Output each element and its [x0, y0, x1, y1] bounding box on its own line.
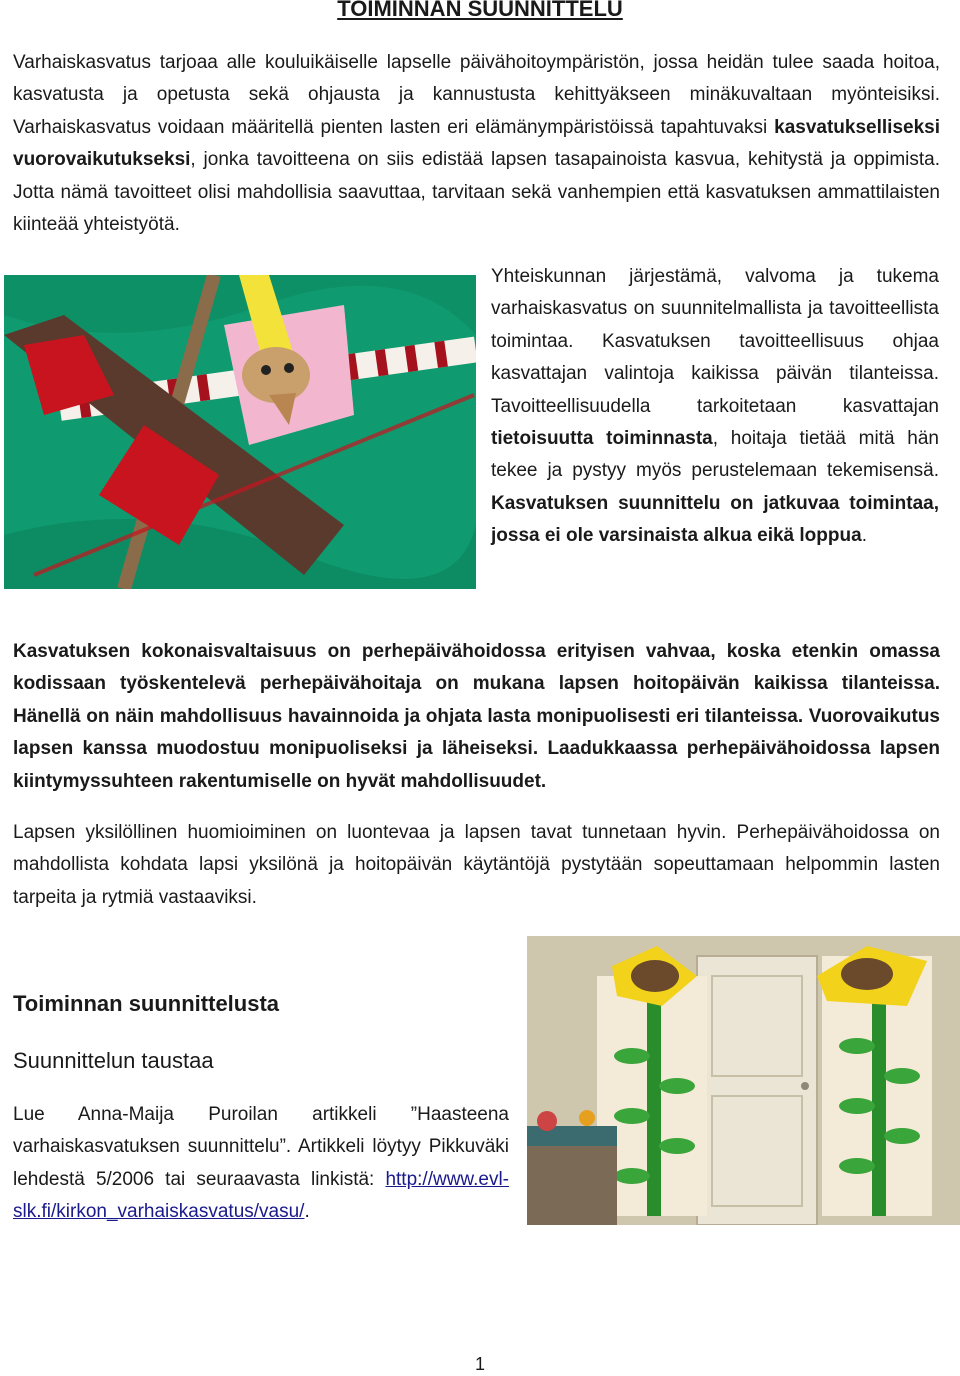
craft-photo — [4, 275, 476, 589]
goals-bold-awareness: tietoisuutta toiminnasta — [491, 428, 713, 450]
section-heading: Toiminnan suunnittelusta — [13, 991, 280, 1016]
sunflower-photo-image — [527, 936, 960, 1225]
page-title: TOIMINNAN SUUNNITTELU — [337, 0, 623, 21]
sunflower-photo — [527, 936, 960, 1225]
individual-paragraph: Lapsen yksilöllinen huomioiminen on luontevaa ja lapsen tavat tunnetaan hyvin. Perhepäivähoidossa on mahdollista kohdata lapsi yksilönä ja hoitopäivän käytäntöjä pystytään sopeuttamaan helpommin lasten tarpeita ja rytmiä vastaaviksi. — [13, 822, 940, 908]
craft-photo-image — [4, 275, 476, 589]
section-subheading: Suunnittelun taustaa — [13, 1048, 214, 1073]
goals-paragraph — [491, 261, 939, 553]
article-text: Lue Anna-Maija Puroilan artikkeli ”Haasteena varhaiskasvatuksen suunnittelu”. Artikkeli löytyy Pikkuväki lehdestä 5/2006 tai seuraavasta linkistä: — [13, 1104, 509, 1190]
goals-text-1: Yhteiskunnan järjestämä, valvoma ja tukema varhaiskasvatus on suunnitelmallista ja tavoitteellista toimintaa. Kasvatuksen tavoitteellisuus ohjaa kasvattajan valintoja kaikissa päivän tilanteissa. Tavoitteellisuudella tarkoitetaan kasvattajan — [491, 266, 939, 417]
intro-paragraph — [13, 47, 940, 241]
holistic-paragraph: Kasvatuksen kokonaisvaltaisuus on perhepäivähoidossa erityisen vahvaa, koska etenkin omassa kodissaan työskentelevä perhepäivähoitaja on mukana lapsen hoitopäivän kaikissa tilanteissa. Hänellä on näin mahdollisuus havainnoida ja ohjata lasta monipuolisesti eri tilanteissa. Vuorovaikutus lapsen kanssa muodostuu monipuoliseksi ja läheiseksi. Laadukkaassa perhepäivähoidossa lapsen kiintymyssuhteen rakentumiselle on hyvät mahdollisuudet. — [13, 641, 940, 792]
goals-text-3: . — [861, 525, 867, 547]
intro-text-1: Varhaiskasvatus tarjoaa alle kouluikäiselle lapselle päivähoitoympäristön, jossa heidän tulee saada hoitoa, kasvatusta ja opetusta sekä ohjausta ja kannustusta kehittyäkseen minäkuvaltaan myönteisiksi. Varhaiskasvatus voidaan määritellä pienten lasten eri elämänympäristöissä tapahtuvaksi — [13, 52, 940, 138]
intro-text-2: , jonka tavoitteena on siis edistää lapsen tasapainoista kasvua, kehitystä ja oppimista. Jotta nämä tavoitteet olisi mahdollisia saavuttaa, tarvitaan sekä vanhempien että kasvatuksen ammattilaisten kiinteää yhteistyötä. — [13, 149, 940, 236]
article-link[interactable]: http://www.evl-slk.fi/kirkon_varhaiskasvatus/vasu/ — [13, 1168, 509, 1223]
article-paragraph — [13, 1099, 509, 1229]
goals-bold-continuous: Kasvatuksen suunnittelu on jatkuvaa toimintaa, jossa ei ole varsinaista alkua eikä loppua — [491, 492, 939, 547]
goals-text-2: , hoitaja tietää mitä hän tekee ja pystyy myös perustelemaan tekemisensä. — [491, 428, 939, 482]
article-period: . — [304, 1201, 310, 1223]
intro-bold-term: kasvatukselliseksi vuorovaikutukseksi — [13, 116, 940, 171]
page-number: 1 — [474, 1354, 485, 1374]
